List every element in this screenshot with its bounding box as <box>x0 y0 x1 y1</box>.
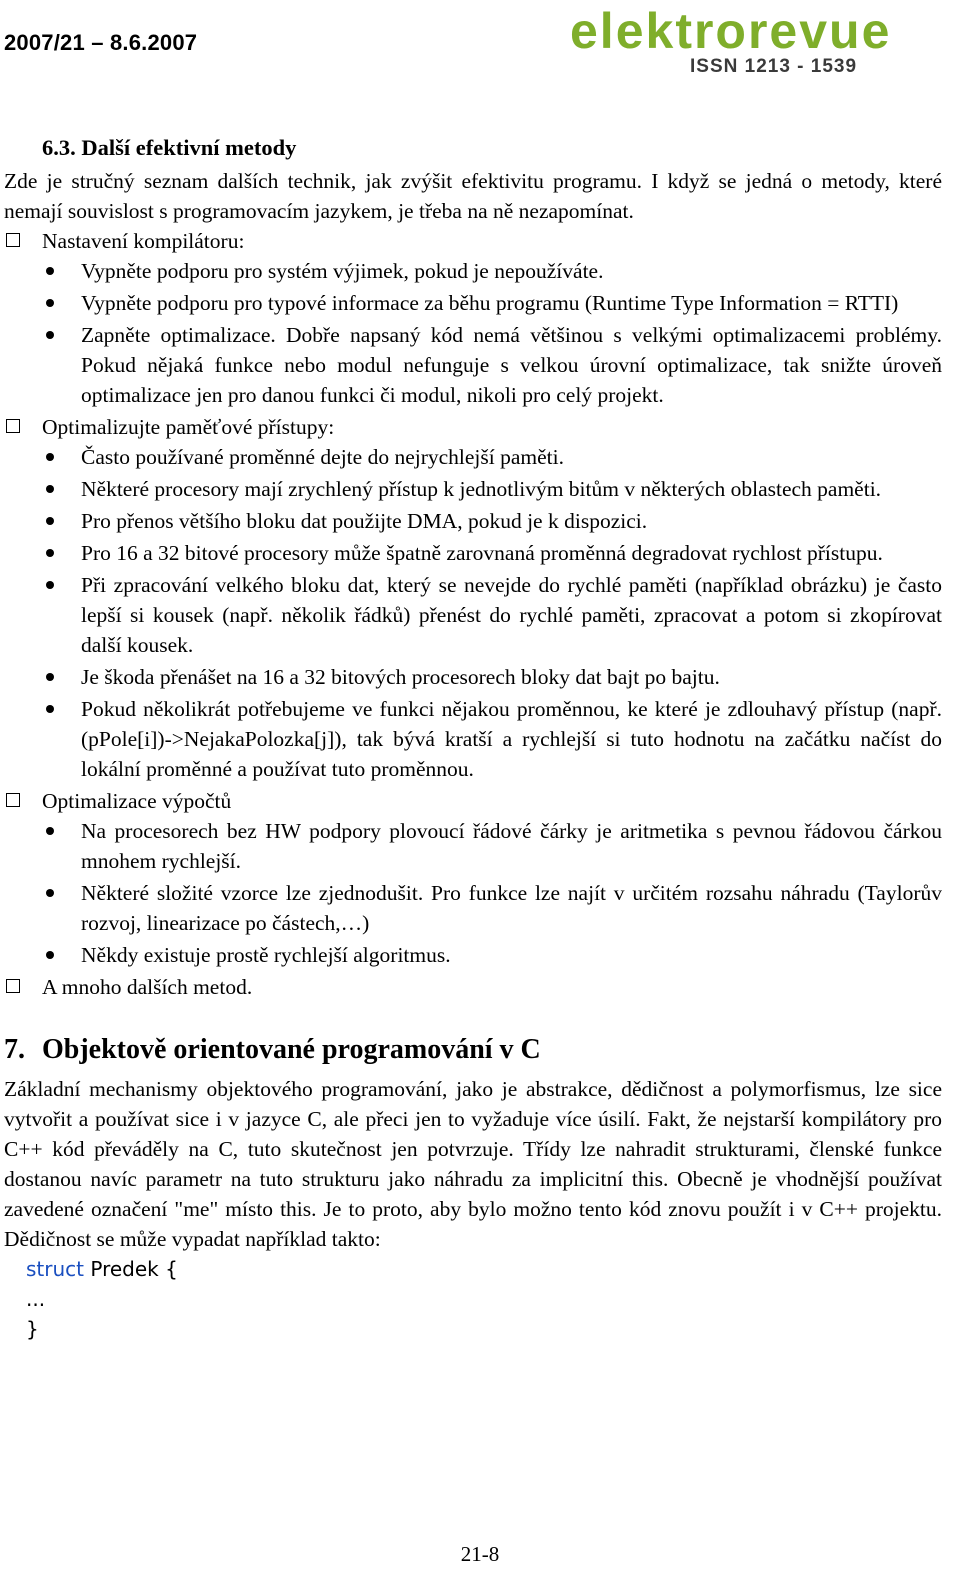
checkbox-square-icon <box>6 419 20 433</box>
article-body <box>4 130 942 1344</box>
group-title: A mnoho dalších metod. <box>42 975 253 999</box>
code-line: ... <box>26 1287 46 1311</box>
bullet-icon <box>46 485 54 493</box>
group-other-methods <box>4 972 942 1002</box>
list-item: Někdy existuje prostě rychlejší algoritmus. <box>4 940 942 970</box>
section-title: Objektově orientované programování v C <box>42 1034 541 1065</box>
bullet-list-compiler <box>4 256 942 410</box>
list-item: Pro přenos většího bloku dat použijte DMA, pokud je k dispozici. <box>4 506 942 536</box>
bullet-icon <box>46 673 54 681</box>
page-number: 21-8 <box>460 1542 500 1566</box>
section-intro: Zde je stručný seznam dalších technik, jak zvýšit efektivitu programu. I když se jedná o metody, které nemají souvislost s programovacím jazykem, je třeba na ně nezapomínat. <box>4 169 942 223</box>
bullet-icon <box>46 951 54 959</box>
logo-wordmark: elektrorevue <box>570 6 892 59</box>
bullet-icon <box>46 581 54 589</box>
list-item: Na procesorech bez HW podpory plovoucí řádové čárky je aritmetika s pevnou řádovou čárkou mnohem rychlejší. <box>4 816 942 876</box>
bullet-icon <box>46 331 54 339</box>
section-heading-7 <box>4 1032 942 1068</box>
list-item: Zapněte optimalizace. Dobře napsaný kód nemá většinou s velkými optimalizacemi problémy. Pokud nějaká funkce nebo modul nefunguje s velkou úrovní optimalizace, tak snižte úroveň optimalizace jen pro danou funkci či modul, nikoli pro celý projekt. <box>4 320 942 410</box>
bullet-icon <box>46 267 54 275</box>
group-computation <box>4 786 942 816</box>
list-item: Často používané proměnné dejte do nejrychlejší paměti. <box>4 442 942 472</box>
code-keyword: struct <box>26 1257 84 1281</box>
bullet-icon <box>46 453 54 461</box>
checkbox-square-icon <box>6 979 20 993</box>
bullet-icon <box>46 889 54 897</box>
list-item: Některé procesory mají zrychlený přístup k jednotlivým bitům v některých oblastech paměti. <box>4 474 942 504</box>
code-line: } <box>26 1317 39 1341</box>
list-item: Pro 16 a 32 bitové procesory může špatně zarovnaná proměnná degradovat rychlost přístupu. <box>4 538 942 568</box>
bullet-icon <box>46 517 54 525</box>
issue-date: 2007/21 – 8.6.2007 <box>4 30 198 55</box>
bullet-icon <box>46 549 54 557</box>
bullet-icon <box>46 827 54 835</box>
section-heading-6-3: 6.3. Další efektivní metody <box>42 135 297 160</box>
group-title: Nastavení kompilátoru: <box>42 229 245 253</box>
group-compiler-settings <box>4 226 942 256</box>
code-sample <box>26 1254 942 1344</box>
list-item: Při zpracování velkého bloku dat, který se nevejde do rychlé paměti (například obrázku) je často lepší si kousek (např. několik řádků) přenést do rychlé paměti, zpracovat a potom si zkopírovat další kousek. <box>4 570 942 660</box>
code-line: struct Predek { <box>26 1257 178 1281</box>
list-item: Je škoda přenášet na 16 a 32 bitových procesorech bloky dat bajt po bajtu. <box>4 662 942 692</box>
issn-label: ISSN 1213 - 1539 <box>690 56 858 77</box>
group-title: Optimalizace výpočtů <box>42 789 232 813</box>
list-item: Pokud několikrát potřebujeme ve funkci nějakou proměnnou, ke které je zdlouhavý přístup (např. (pPole[i])->NejakaPolozka[j]), tak bývá kratší a rychlejší si tuto hodnotu na začátku načíst do lokální proměnné a používat tuto proměnnou. <box>4 694 942 784</box>
elektrorevue-logo <box>564 6 954 78</box>
list-item: Některé složité vzorce lze zjednodušit. Pro funkce lze najít v určitém rozsahu náhradu (Taylorův rozvoj, linearizace po částech,…) <box>4 878 942 938</box>
bullet-list-memory <box>4 442 942 784</box>
checkbox-square-icon <box>6 793 20 807</box>
group-title: Optimalizujte paměťové přístupy: <box>42 415 335 439</box>
section-7-paragraph: Základní mechanismy objektového programování, jako je abstrakce, dědičnost a polymorfismus, lze sice vytvořit a používat sice i v jazyce C, ale přeci jen to vyžaduje více úsilí. Fakt, že nejstarší kompilátory pro C++ kód převáděly na C, tuto skutečnost jen potvrzuje. Třídy lze nahradit strukturami, členské funkce dostanou navíc parametr na tuto strukturu jako náhradu za implicitní this. Obecně je vhodnější používat zavedené označení "me" místo this. Je to proto, aby bylo možno tento kód znovu použít i v C++ projektu. Dědičnost se může vypadat například takto: <box>4 1077 942 1251</box>
section-number: 7. <box>4 1034 25 1065</box>
group-memory-access <box>4 412 942 442</box>
bullet-list-computation <box>4 816 942 970</box>
list-item: Vypněte podporu pro typové informace za běhu programu (Runtime Type Information = RTTI) <box>4 288 942 318</box>
list-item: Vypněte podporu pro systém výjimek, pokud je nepoužíváte. <box>4 256 942 286</box>
bullet-icon <box>46 705 54 713</box>
checkbox-square-icon <box>6 233 20 247</box>
bullet-icon <box>46 299 54 307</box>
